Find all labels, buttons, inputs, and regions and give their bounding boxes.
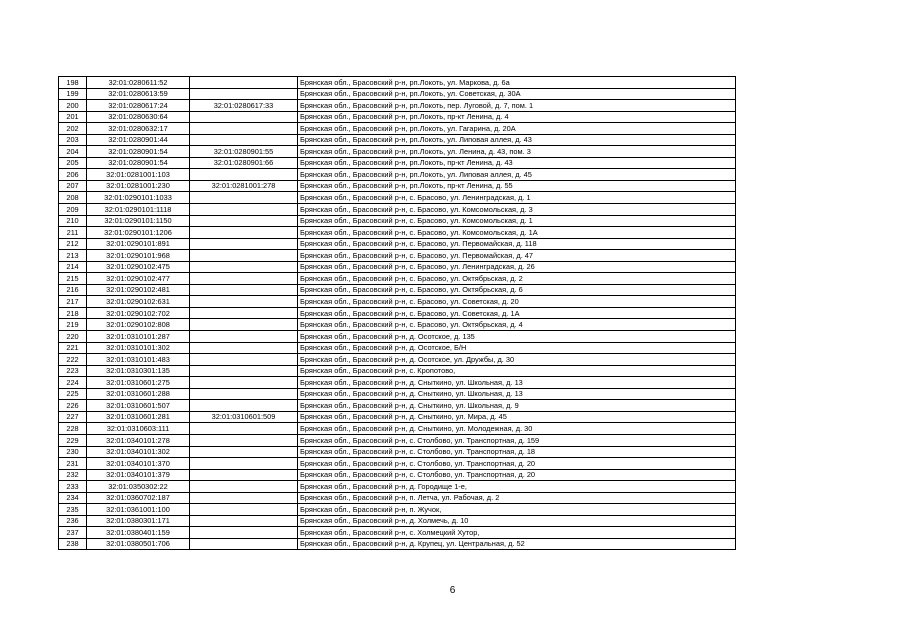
row-number-cell: 223 (59, 365, 87, 377)
cadastral-number-cell: 32:01:0380501:706 (87, 538, 190, 550)
cadastral-number-cell: 32:01:0350302:22 (87, 481, 190, 493)
table-row (59, 400, 736, 412)
address-cell: Брянская обл., Брасовский р-н, д. Осотское, д. 135 (298, 331, 736, 343)
related-cadastral-number-cell (190, 377, 298, 389)
cadastral-number-cell: 32:01:0290101:1206 (87, 227, 190, 239)
cadastral-number-cell: 32:01:0340101:302 (87, 446, 190, 458)
row-number-cell: 216 (59, 284, 87, 296)
address-cell: Брянская обл., Брасовский р-н, д. Осотское, Б/Н (298, 342, 736, 354)
cadastral-number-cell: 32:01:0360702:187 (87, 492, 190, 504)
row-number-cell: 220 (59, 331, 87, 343)
table-row (59, 411, 736, 423)
row-number-cell: 235 (59, 504, 87, 516)
table-row (59, 296, 736, 308)
address-cell: Брянская обл., Брасовский р-н, с. Брасово, ул. Советская, д. 1А (298, 307, 736, 319)
cadastral-number-cell: 32:01:0280630:64 (87, 111, 190, 123)
address-cell: Брянская обл., Брасовский р-н, с. Брасово, ул. Комсомольская, д. 1 (298, 215, 736, 227)
table-row (59, 100, 736, 112)
address-cell: Брянская обл., Брасовский р-н, с. Столбово, ул. Транспортная, д. 20 (298, 458, 736, 470)
row-number-cell: 212 (59, 238, 87, 250)
related-cadastral-number-cell (190, 227, 298, 239)
cadastral-number-cell: 32:01:0310101:302 (87, 342, 190, 354)
related-cadastral-number-cell (190, 307, 298, 319)
related-cadastral-number-cell (190, 481, 298, 493)
row-number-cell: 219 (59, 319, 87, 331)
related-cadastral-number-cell (190, 434, 298, 446)
row-number-cell: 232 (59, 469, 87, 481)
cadastral-number-cell: 32:01:0280611:52 (87, 77, 190, 89)
related-cadastral-number-cell (190, 134, 298, 146)
table-row (59, 515, 736, 527)
table-row (59, 446, 736, 458)
related-cadastral-number-cell (190, 169, 298, 181)
table-row (59, 342, 736, 354)
related-cadastral-number-cell (190, 261, 298, 273)
address-cell: Брянская обл., Брасовский р-н, рп.Локоть, ул. Маркова, д. 6а (298, 77, 736, 89)
cadastral-number-cell: 32:01:0290102:481 (87, 284, 190, 296)
row-number-cell: 211 (59, 227, 87, 239)
cadastral-number-cell: 32:01:0280901:44 (87, 134, 190, 146)
address-cell: Брянская обл., Брасовский р-н, с. Брасово, ул. Ленинградская, д. 1 (298, 192, 736, 204)
cadastral-number-cell: 32:01:0290102:808 (87, 319, 190, 331)
row-number-cell: 200 (59, 100, 87, 112)
row-number-cell: 208 (59, 192, 87, 204)
address-cell: Брянская обл., Брасовский р-н, п. Летча, ул. Рабочая, д. 2 (298, 492, 736, 504)
cadastral-number-cell: 32:01:0310601:507 (87, 400, 190, 412)
row-number-cell: 201 (59, 111, 87, 123)
address-cell: Брянская обл., Брасовский р-н, д. Сныткино, ул. Школьная, д. 13 (298, 377, 736, 389)
related-cadastral-number-cell (190, 492, 298, 504)
cadastral-number-cell: 32:01:0280901:54 (87, 146, 190, 158)
related-cadastral-number-cell (190, 204, 298, 216)
cadastral-number-cell: 32:01:0310601:275 (87, 377, 190, 389)
table-row (59, 354, 736, 366)
table-row (59, 319, 736, 331)
row-number-cell: 204 (59, 146, 87, 158)
cadastral-number-cell: 32:01:0310301:135 (87, 365, 190, 377)
address-cell: Брянская обл., Брасовский р-н, с. Брасово, ул. Октябрьская, д. 4 (298, 319, 736, 331)
row-number-cell: 206 (59, 169, 87, 181)
cadastral-number-cell: 32:01:0290101:1118 (87, 204, 190, 216)
row-number-cell: 214 (59, 261, 87, 273)
row-number-cell: 205 (59, 157, 87, 169)
row-number-cell: 207 (59, 180, 87, 192)
row-number-cell: 199 (59, 88, 87, 100)
table-row (59, 227, 736, 239)
table-row (59, 331, 736, 343)
row-number-cell: 209 (59, 204, 87, 216)
address-cell: Брянская обл., Брасовский р-н, рп.Локоть, пр-кт Ленина, д. 4 (298, 111, 736, 123)
table-row (59, 134, 736, 146)
related-cadastral-number-cell (190, 354, 298, 366)
cadastral-number-cell: 32:01:0290102:631 (87, 296, 190, 308)
row-number-cell: 238 (59, 538, 87, 550)
row-number-cell: 236 (59, 515, 87, 527)
cadastral-number-cell: 32:01:0361001:100 (87, 504, 190, 516)
table-row (59, 434, 736, 446)
row-number-cell: 210 (59, 215, 87, 227)
related-cadastral-number-cell: 32:01:0281001:278 (190, 180, 298, 192)
address-cell: Брянская обл., Брасовский р-н, д. Крупец, ул. Центральная, д. 52 (298, 538, 736, 550)
related-cadastral-number-cell: 32:01:0280617:33 (190, 100, 298, 112)
related-cadastral-number-cell (190, 296, 298, 308)
address-cell: Брянская обл., Брасовский р-н, с. Столбово, ул. Транспортная, д. 18 (298, 446, 736, 458)
related-cadastral-number-cell (190, 250, 298, 262)
address-cell: Брянская обл., Брасовский р-н, рп.Локоть, ул. Советская, д. 30А (298, 88, 736, 100)
related-cadastral-number-cell (190, 538, 298, 550)
related-cadastral-number-cell (190, 527, 298, 539)
table-row (59, 111, 736, 123)
cadastral-number-cell: 32:01:0290101:968 (87, 250, 190, 262)
row-number-cell: 233 (59, 481, 87, 493)
related-cadastral-number-cell (190, 469, 298, 481)
table-row (59, 77, 736, 89)
cadastral-number-cell: 32:01:0281001:230 (87, 180, 190, 192)
table-row (59, 250, 736, 262)
table-row (59, 492, 736, 504)
address-cell: Брянская обл., Брасовский р-н, рп.Локоть, ул. Липовая аллея, д. 43 (298, 134, 736, 146)
row-number-cell: 226 (59, 400, 87, 412)
table-row (59, 146, 736, 158)
cadastral-number-cell: 32:01:0310601:288 (87, 388, 190, 400)
table-row (59, 481, 736, 493)
related-cadastral-number-cell: 32:01:0280901:55 (190, 146, 298, 158)
related-cadastral-number-cell (190, 504, 298, 516)
cadastral-number-cell: 32:01:0290101:1150 (87, 215, 190, 227)
address-cell: Брянская обл., Брасовский р-н, рп.Локоть, ул. Ленина, д. 43, пом. 3 (298, 146, 736, 158)
table-row (59, 204, 736, 216)
address-cell: Брянская обл., Брасовский р-н, с. Брасово, ул. Советская, д. 20 (298, 296, 736, 308)
table-body (59, 77, 736, 550)
related-cadastral-number-cell: 32:01:0280901:66 (190, 157, 298, 169)
related-cadastral-number-cell (190, 458, 298, 470)
address-cell: Брянская обл., Брасовский р-н, д. Сныткино, ул. Молодежная, д. 30 (298, 423, 736, 435)
table-row (59, 307, 736, 319)
address-cell: Брянская обл., Брасовский р-н, рп.Локоть, пр-кт Ленина, д. 43 (298, 157, 736, 169)
row-number-cell: 221 (59, 342, 87, 354)
related-cadastral-number-cell (190, 515, 298, 527)
address-cell: Брянская обл., Брасовский р-н, с. Холмецкий Хутор, (298, 527, 736, 539)
table-row (59, 180, 736, 192)
row-number-cell: 203 (59, 134, 87, 146)
table-row (59, 388, 736, 400)
row-number-cell: 218 (59, 307, 87, 319)
related-cadastral-number-cell (190, 446, 298, 458)
address-cell: Брянская обл., Брасовский р-н, рп.Локоть, пр-кт Ленина, д. 55 (298, 180, 736, 192)
table-row (59, 261, 736, 273)
related-cadastral-number-cell (190, 423, 298, 435)
row-number-cell: 222 (59, 354, 87, 366)
row-number-cell: 230 (59, 446, 87, 458)
related-cadastral-number-cell (190, 365, 298, 377)
address-cell: Брянская обл., Брасовский р-н, д. Сныткино, ул. Школьная, д. 13 (298, 388, 736, 400)
table-row (59, 284, 736, 296)
cadastral-number-cell: 32:01:0280613:59 (87, 88, 190, 100)
address-cell: Брянская обл., Брасовский р-н, рп.Локоть, пер. Луговой, д. 7, пом. 1 (298, 100, 736, 112)
table-row (59, 377, 736, 389)
related-cadastral-number-cell (190, 123, 298, 135)
row-number-cell: 225 (59, 388, 87, 400)
row-number-cell: 231 (59, 458, 87, 470)
row-number-cell: 217 (59, 296, 87, 308)
cadastral-number-cell: 32:01:0310101:287 (87, 331, 190, 343)
table-row (59, 169, 736, 181)
address-cell: Брянская обл., Брасовский р-н, с. Брасово, ул. Комсомольская, д. 3 (298, 204, 736, 216)
address-cell: Брянская обл., Брасовский р-н, с. Брасово, ул. Октябрьская, д. 6 (298, 284, 736, 296)
cadastral-number-cell: 32:01:0280617:24 (87, 100, 190, 112)
cadastral-number-cell: 32:01:0380301:171 (87, 515, 190, 527)
address-cell: Брянская обл., Брасовский р-н, д. Холмечь, д. 10 (298, 515, 736, 527)
cadastral-number-cell: 32:01:0310603:111 (87, 423, 190, 435)
cadastral-number-cell: 32:01:0380401:159 (87, 527, 190, 539)
table-row (59, 123, 736, 135)
address-cell: Брянская обл., Брасовский р-н, д. Сныткино, ул. Мира, д. 45 (298, 411, 736, 423)
table-row (59, 538, 736, 550)
row-number-cell: 234 (59, 492, 87, 504)
related-cadastral-number-cell (190, 319, 298, 331)
related-cadastral-number-cell (190, 284, 298, 296)
address-cell: Брянская обл., Брасовский р-н, д. Городище 1-е, (298, 481, 736, 493)
related-cadastral-number-cell (190, 400, 298, 412)
address-cell: Брянская обл., Брасовский р-н, с. Столбово, ул. Транспортная, д. 20 (298, 469, 736, 481)
related-cadastral-number-cell (190, 111, 298, 123)
table-row (59, 88, 736, 100)
cadastral-number-cell: 32:01:0340101:379 (87, 469, 190, 481)
table-row (59, 423, 736, 435)
table-row (59, 469, 736, 481)
address-cell: Брянская обл., Брасовский р-н, с. Брасово, ул. Первомайская, д. 118 (298, 238, 736, 250)
cadastral-number-cell: 32:01:0340101:370 (87, 458, 190, 470)
cadastral-number-cell: 32:01:0280901:54 (87, 157, 190, 169)
address-cell: Брянская обл., Брасовский р-н, с. Кропотово, (298, 365, 736, 377)
table-row (59, 504, 736, 516)
table-row (59, 192, 736, 204)
address-cell: Брянская обл., Брасовский р-н, с. Столбово, ул. Транспортная, д. 159 (298, 434, 736, 446)
related-cadastral-number-cell (190, 331, 298, 343)
table-row (59, 215, 736, 227)
table-row (59, 157, 736, 169)
row-number-cell: 228 (59, 423, 87, 435)
row-number-cell: 213 (59, 250, 87, 262)
cadastral-number-cell: 32:01:0290102:702 (87, 307, 190, 319)
row-number-cell: 198 (59, 77, 87, 89)
cadastral-number-cell: 32:01:0340101:278 (87, 434, 190, 446)
row-number-cell: 237 (59, 527, 87, 539)
related-cadastral-number-cell (190, 238, 298, 250)
address-cell: Брянская обл., Брасовский р-н, с. Брасово, ул. Ленинградская, д. 26 (298, 261, 736, 273)
cadastral-number-cell: 32:01:0280632:17 (87, 123, 190, 135)
table-row (59, 238, 736, 250)
row-number-cell: 202 (59, 123, 87, 135)
table-row (59, 458, 736, 470)
related-cadastral-number-cell (190, 388, 298, 400)
cadastral-number-cell: 32:01:0310101:483 (87, 354, 190, 366)
row-number-cell: 215 (59, 273, 87, 285)
related-cadastral-number-cell (190, 192, 298, 204)
related-cadastral-number-cell: 32:01:0310601:509 (190, 411, 298, 423)
address-cell: Брянская обл., Брасовский р-н, с. Брасово, ул. Комсомольская, д. 1А (298, 227, 736, 239)
address-cell: Брянская обл., Брасовский р-н, д. Осотское, ул. Дружбы, д. 30 (298, 354, 736, 366)
related-cadastral-number-cell (190, 77, 298, 89)
row-number-cell: 224 (59, 377, 87, 389)
address-cell: Брянская обл., Брасовский р-н, п. Жучок, (298, 504, 736, 516)
row-number-cell: 227 (59, 411, 87, 423)
related-cadastral-number-cell (190, 273, 298, 285)
row-number-cell: 229 (59, 434, 87, 446)
page-number: 6 (449, 585, 456, 596)
cadastral-number-cell: 32:01:0290102:477 (87, 273, 190, 285)
cadastral-number-cell: 32:01:0310601:281 (87, 411, 190, 423)
address-cell: Брянская обл., Брасовский р-н, рп.Локоть, ул. Липовая аллея, д. 45 (298, 169, 736, 181)
cadastral-number-cell: 32:01:0290102:475 (87, 261, 190, 273)
related-cadastral-number-cell (190, 215, 298, 227)
related-cadastral-number-cell (190, 88, 298, 100)
property-table (58, 76, 736, 550)
related-cadastral-number-cell (190, 342, 298, 354)
address-cell: Брянская обл., Брасовский р-н, д. Сныткино, ул. Школьная, д. 9 (298, 400, 736, 412)
cadastral-number-cell: 32:01:0290101:891 (87, 238, 190, 250)
cadastral-number-cell: 32:01:0281001:103 (87, 169, 190, 181)
table-row (59, 273, 736, 285)
address-cell: Брянская обл., Брасовский р-н, с. Брасово, ул. Первомайская, д. 47 (298, 250, 736, 262)
cadastral-number-cell: 32:01:0290101:1033 (87, 192, 190, 204)
address-cell: Брянская обл., Брасовский р-н, с. Брасово, ул. Октябрьская, д. 2 (298, 273, 736, 285)
table-row (59, 365, 736, 377)
address-cell: Брянская обл., Брасовский р-н, рп.Локоть, ул. Гагарина, д. 20А (298, 123, 736, 135)
table-row (59, 527, 736, 539)
